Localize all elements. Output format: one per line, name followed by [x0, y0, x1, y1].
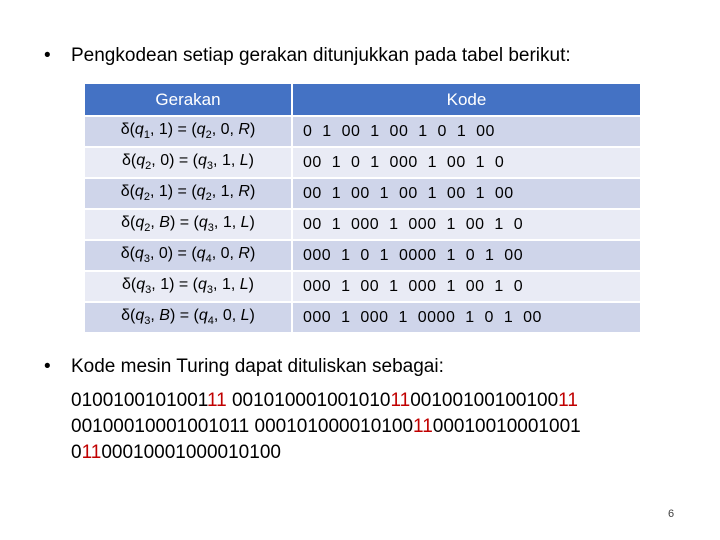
code-segment: 000101000010100 — [249, 416, 414, 437]
gerakan-cell: $\delta(q_3$, $1) = (q_3$, 1, L) — [85, 272, 293, 303]
code-separator: 11 — [206, 390, 227, 411]
kode-cell: 000 1 00 1 000 1 00 1 0 — [293, 272, 640, 303]
header-kode: Kode — [293, 84, 640, 117]
encoding-table — [85, 84, 640, 334]
kode-cell: 00 1 0 1 000 1 00 1 0 — [293, 148, 640, 179]
code-segment: 00010010001001 — [432, 416, 581, 437]
code-separator: 11 — [81, 442, 102, 463]
bullet-2-text: Kode mesin Turing dapat dituliskan sebagai: — [71, 356, 444, 377]
gerakan-cell: $\delta(q_1$, $1) = (q_2$, 0, R) — [85, 117, 293, 148]
table-row — [85, 272, 640, 303]
kode-cell: 0 1 00 1 00 1 0 1 00 — [293, 117, 640, 148]
code-segment: 001010001001010 — [226, 390, 391, 411]
kode-cell: 00 1 00 1 00 1 00 1 00 — [293, 179, 640, 210]
bullet-dot: • — [44, 45, 51, 66]
gerakan-cell: $\delta(q_3$, $B) = (q_4$, 0, L) — [85, 303, 293, 334]
gerakan-cell: $\delta(q_2$, $1) = (q_2$, 1, R) — [85, 179, 293, 210]
gerakan-cell: $\delta(q_2$, $0) = (q_3$, 1, L) — [85, 148, 293, 179]
kode-cell: 000 1 000 1 0000 1 0 1 00 — [293, 303, 640, 334]
bullet-1-text: Pengkodean setiap gerakan ditunjukkan pada tabel berikut: — [71, 45, 571, 66]
code-segment: 00100100100100 — [410, 390, 559, 411]
kode-cell: 00 1 000 1 000 1 00 1 0 — [293, 210, 640, 241]
code-segment: 0 — [71, 442, 82, 463]
code-segment: 00010001000010100 — [101, 442, 281, 463]
code-separator: 11 — [390, 390, 411, 411]
gerakan-cell: $\delta(q_2$, $B) = (q_3$, 1, L) — [85, 210, 293, 241]
table-row — [85, 210, 640, 241]
table-row — [85, 241, 640, 272]
code-separator: 11 — [558, 390, 578, 411]
code-segment: 011 — [218, 416, 250, 437]
table-header-row — [85, 84, 640, 117]
code-line-3 — [71, 440, 581, 466]
bullet-dot: • — [44, 356, 51, 377]
header-gerakan: Gerakan — [85, 84, 293, 117]
table-row — [85, 303, 640, 334]
table-row — [85, 148, 640, 179]
code-segment: 00100010001001 — [71, 416, 219, 437]
code-segment: 0100100101001 — [71, 390, 207, 411]
code-line-2 — [71, 414, 581, 440]
table-row — [85, 117, 640, 148]
code-separator: 11 — [413, 416, 433, 437]
table-row — [85, 179, 640, 210]
kode-cell: 000 1 0 1 0000 1 0 1 00 — [293, 241, 640, 272]
code-line-1 — [71, 388, 581, 414]
turing-code-block — [71, 388, 581, 466]
gerakan-cell: $\delta(q_3$, $0) = (q_4$, 0, R) — [85, 241, 293, 272]
page-number: 6 — [668, 508, 675, 520]
